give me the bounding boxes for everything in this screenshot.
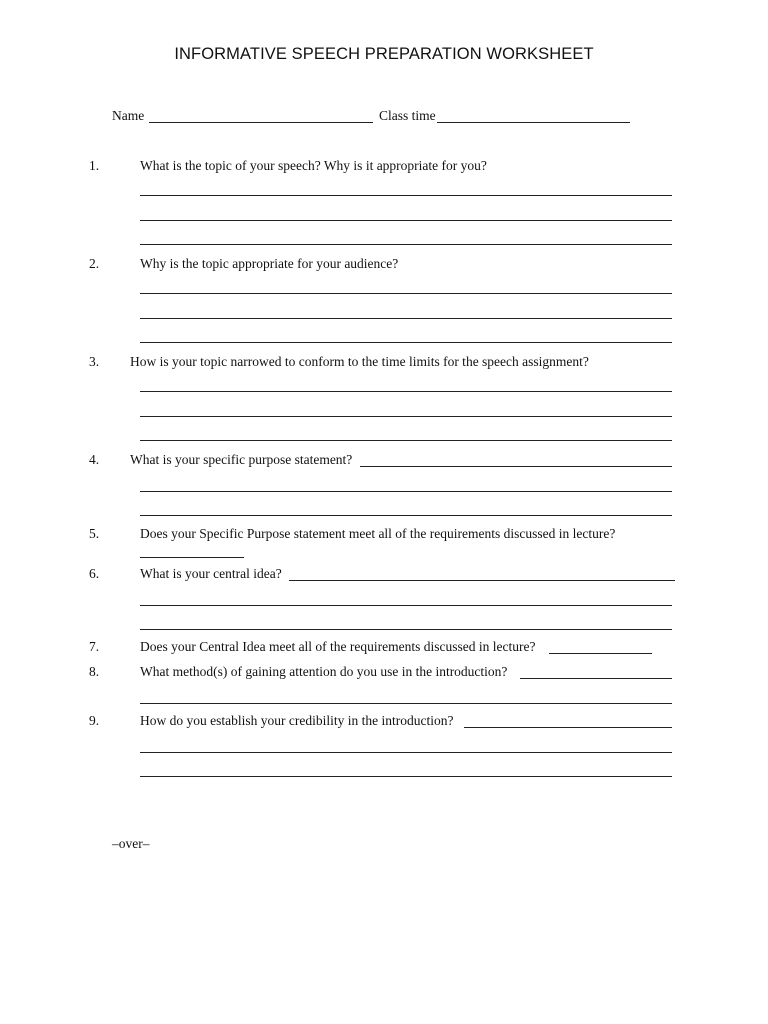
answer-line[interactable] (140, 752, 672, 753)
question-text: What is your specific purpose statement? (130, 452, 353, 467)
question-number: 2. (89, 256, 100, 271)
page-footer: –over– (112, 836, 150, 851)
answer-line[interactable] (549, 653, 652, 654)
question-number: 1. (89, 158, 100, 173)
class-time-field[interactable] (437, 122, 630, 123)
answer-line[interactable] (140, 557, 244, 558)
question-number: 5. (89, 526, 100, 541)
question-number: 3. (89, 354, 100, 369)
answer-line[interactable] (140, 515, 672, 516)
question-text: What is the topic of your speech? Why is it appropriate for you? (140, 158, 487, 173)
answer-line[interactable] (140, 220, 672, 221)
answer-line[interactable] (140, 629, 672, 630)
page-title: INFORMATIVE SPEECH PREPARATION WORKSHEET (174, 45, 594, 63)
name-field[interactable] (149, 122, 373, 123)
answer-line[interactable] (140, 440, 672, 441)
answer-line[interactable] (140, 776, 672, 777)
answer-line[interactable] (140, 318, 672, 319)
answer-line[interactable] (140, 342, 672, 343)
question-number: 7. (89, 639, 100, 654)
question-number: 9. (89, 713, 100, 728)
question-text: What method(s) of gaining attention do you use in the introduction? (140, 664, 508, 679)
question-number: 4. (89, 452, 100, 467)
answer-line[interactable] (140, 416, 672, 417)
question-text: Does your Specific Purpose statement meet all of the requirements discussed in lecture? (140, 526, 616, 541)
answer-line[interactable] (140, 605, 672, 606)
question-text: How do you establish your credibility in the introduction? (140, 713, 454, 728)
answer-line[interactable] (140, 244, 672, 245)
question-text: Why is the topic appropriate for your audience? (140, 256, 399, 271)
answer-line[interactable] (289, 580, 675, 581)
answer-line[interactable] (520, 678, 672, 679)
question-text: Does your Central Idea meet all of the requirements discussed in lecture? (140, 639, 536, 654)
answer-line[interactable] (140, 391, 672, 392)
answer-line[interactable] (140, 491, 672, 492)
name-label: Name (112, 108, 145, 123)
answer-line[interactable] (360, 466, 672, 467)
answer-line[interactable] (140, 195, 672, 196)
question-number: 6. (89, 566, 100, 581)
answer-line[interactable] (140, 703, 672, 704)
class-time-label: Class time (379, 108, 436, 123)
answer-line[interactable] (140, 293, 672, 294)
question-number: 8. (89, 664, 100, 679)
question-text: How is your topic narrowed to conform to the time limits for the speech assignment? (130, 354, 589, 369)
answer-line[interactable] (464, 727, 672, 728)
question-text: What is your central idea? (140, 566, 282, 581)
